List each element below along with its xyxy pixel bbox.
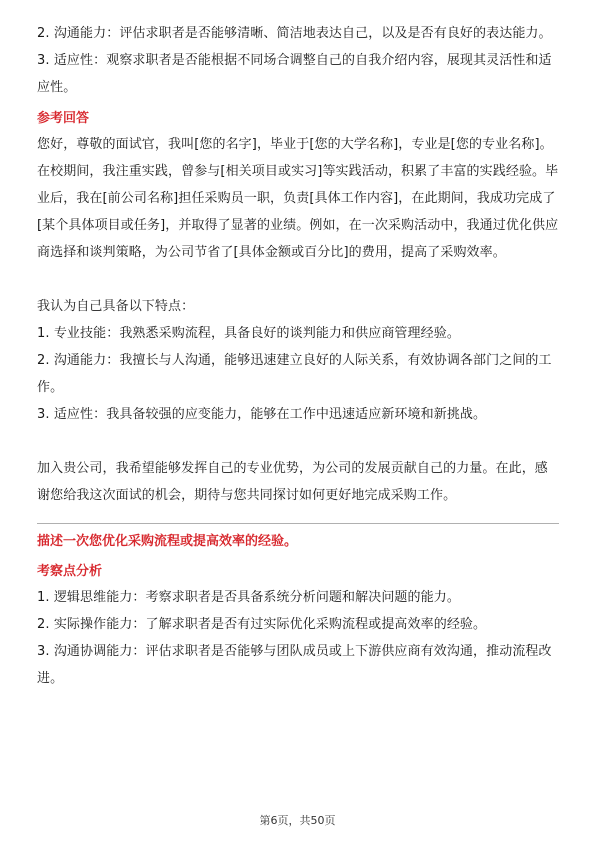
trait-item-adaptability: 3. 适应性：我具备较强的应变能力，能够在工作中迅速适应新环境和新挑战。 (37, 407, 487, 422)
intro-item-adaptability: 3. 适应性：观察求职者是否能根据不同场合调整自己的自我介绍内容，展现其灵活性和适应性。 (37, 53, 552, 95)
analysis-item-logic: 1. 逻辑思维能力：考察求职者是否具备系统分析问题和解决问题的能力。 (37, 590, 460, 605)
analysis-heading: 考察点分析 (37, 564, 103, 579)
question-title: 描述一次您优化采购流程或提高效率的经验。 (37, 534, 298, 549)
trait-item-skills: 1. 专业技能：我熟悉采购流程，具备良好的谈判能力和供应商管理经验。 (37, 326, 460, 341)
answer-paragraph: 您好，尊敬的面试官，我叫[您的名字]，毕业于[您的大学名称]，专业是[您的专业名称]。在校期间，我注重实践，曾参与[相关项目或实习]等实践活动，积累了丰富的实践经验。毕业后，我在[前公司名称]担任采购员一职，负责[具体工作内容]，在此期间，我成功完成了[某个具体项目或任务]，并取得了显著的业绩。例如，在一次采购活动中，我通过优化供应商选择和谈判策略，为公司节省了[具体金额或百分比]的费用，提高了采购效率。 (37, 137, 559, 260)
page-content (37, 20, 559, 692)
analysis-item-practice: 2. 实际操作能力：了解求职者是否有过实际优化采购流程或提高效率的经验。 (37, 617, 487, 632)
analysis-item-coordination: 3. 沟通协调能力：评估求职者是否能够与团队成员或上下游供应商有效沟通，推动流程改进。 (37, 644, 552, 686)
traits-intro: 我认为自己具备以下特点： (37, 299, 195, 314)
page-footer: 第6页，共50页 (259, 814, 336, 827)
answer-heading: 参考回答 (37, 111, 90, 126)
section-divider (37, 523, 559, 524)
closing-paragraph: 加入贵公司，我希望能够发挥自己的专业优势，为公司的发展贡献自己的力量。在此，感谢您给我这次面试的机会，期待与您共同探讨如何更好地完成采购工作。 (37, 461, 548, 503)
trait-item-communication: 2. 沟通能力：我擅长与人沟通，能够迅速建立良好的人际关系，有效协调各部门之间的工作。 (37, 353, 552, 395)
intro-item-communication: 2. 沟通能力：评估求职者是否能够清晰、简洁地表达自己，以及是否有良好的表达能力。 (37, 26, 552, 41)
